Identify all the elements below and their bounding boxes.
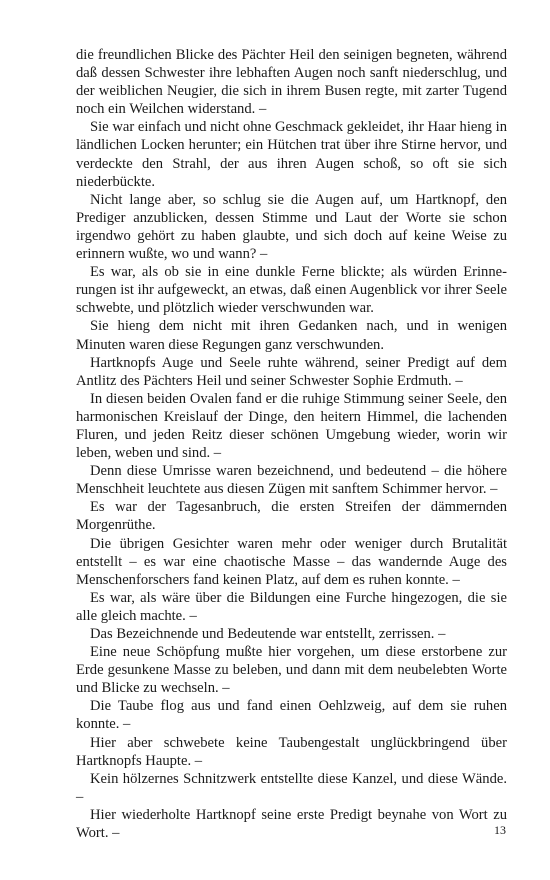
paragraph: Die Taube flog aus und fand einen Oehlzweig, auf dem sie ruhen konnte. – [76, 698, 507, 733]
paragraph: Nicht lange aber, so schlug sie die Augen auf, um Hartknopf, den Prediger anzublicken, dessen Stimme und Laut der Worte sie schon irgendwo gehört zu haben glaubte, und sich doch auf keine Weise zu erinnern wußte, wo und wann? – [76, 191, 507, 263]
paragraph: Sie war einfach und nicht ohne Geschmack gekleidet, ihr Haar hieng in ländlichen Locken herunter; ein Hütchen trat über ihre Stirne hervor, und verdeckte den Strahl, der aus ihren Augen schoß, so oft sie sich niederbückte. [76, 119, 507, 190]
paragraph-continuation: die freundlichen Blicke des Pächter Heil den seinigen begneten, während daß dessen Schwester ihre lebhaften Augen noch sanft niederschlug, und der weiblichen Neugier, die sich in ihrem Busen regte, mit zarter Tugend noch ein Weilchen widerstand. – [76, 47, 507, 118]
paragraph: Denn diese Umrisse waren bezeichnend, und bedeutend – die höhere Menschheit leuchtete aus diesen Zügen mit sanftem Schimmer hervor. – [76, 463, 507, 498]
paragraph: Hier wiederholte Hartknopf seine erste Predigt beynahe von Wort zu Wort. – [76, 806, 507, 842]
paragraph: Es war, als ob sie in eine dunkle Ferne blickte; als würden Erinnerungen ist ihr aufgeweckt, an etwas, daß einen Augenblick vor ihrer Seele schwebte, und plötzlich wieder verschwunden war. [76, 264, 507, 317]
paragraph: Das Bezeichnende und Bedeutende war entstellt, zerrissen. – [90, 626, 446, 642]
page-number: 13 [494, 823, 506, 837]
paragraph: Eine neue Schöpfung mußte hier vorgehen, um diese erstorbene zur Erde gesunkene Masse zu beleben, und dann mit dem neubelebten Worte und Blicke zu wechseln. – [76, 644, 507, 697]
paragraph: Es war, als wäre über die Bildungen eine Furche hingezogen, die sie alle gleich machte. – [76, 589, 507, 624]
paragraph: Die übrigen Gesichter waren mehr oder weniger durch Brutalität entstellt – es war eine chaotische Masse – das wandernde Auge des Menschenforschers fand keinen Platz, auf dem es ruhen konnte. – [76, 535, 507, 588]
paragraph: Hier aber schwebete keine Taubengestalt unglückbringend über Hartknopfs Haupte. – [76, 734, 507, 769]
paragraph: Hartknopfs Auge und Seele ruhte während, seiner Predigt auf dem Antlitz des Pächters Heil und seiner Schwester Sophie Erdmuth. – [76, 354, 507, 389]
paragraph: Kein hölzernes Schnitzwerk entstellte diese Kanzel, und diese Wände. – [76, 770, 507, 805]
paragraph: Sie hieng dem nicht mit ihren Gedanken nach, und in wenigen Minuten waren diese Regungen ganz verschwunden. [76, 318, 507, 353]
page-text-block [76, 46, 507, 842]
paragraph: In diesen beiden Ovalen fand er die ruhige Stimmung seiner Seele, den harmonischen Kreislauf der Dinge, den heitern Himmel, die lachenden Fluren, und jeden Reitz dieser schönen Umgebung wieder, worin wir leben, weben und sind. – [76, 390, 507, 462]
paragraph: Es war der Tagesanbruch, die ersten Streifen der dämmernden Morgenrüthe. [76, 499, 507, 534]
